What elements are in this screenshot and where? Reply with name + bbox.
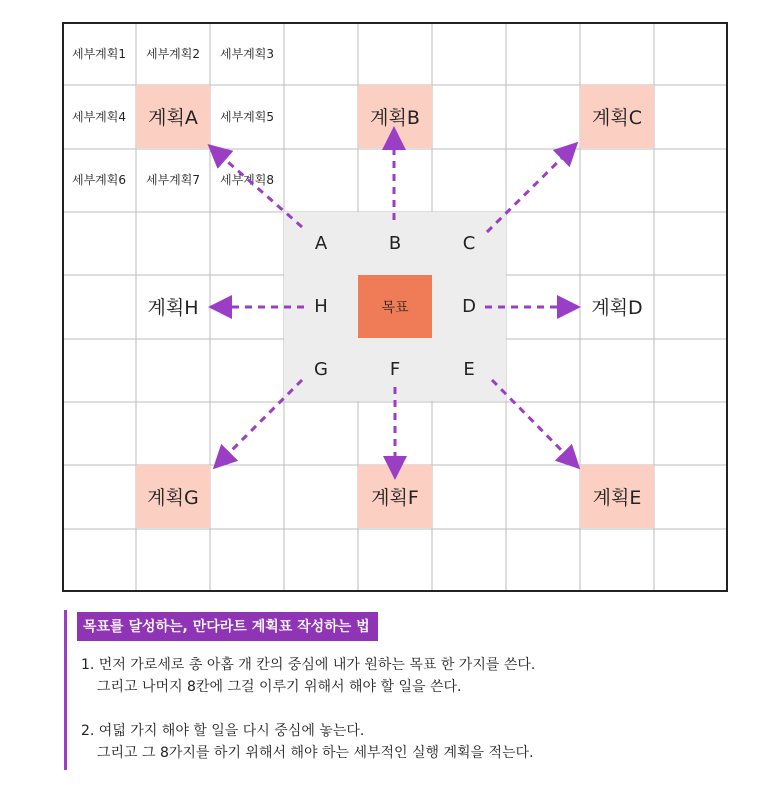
arrows-layer (62, 22, 728, 592)
step-1-line-2: 그리고 나머지 8칸에 그걸 이루기 위해서 해야 할 일을 쓴다. (97, 679, 462, 695)
sub-plan-5: 세부계획5 (219, 110, 274, 124)
goal-cell: 목표 (358, 275, 432, 338)
arrow-a-to-plan-a (212, 148, 302, 227)
plan-e-cell: 계획E (580, 465, 654, 528)
sub-plan-7: 세부계획7 (145, 173, 200, 187)
center-a-cell: A (284, 212, 358, 275)
center-h-cell: H (284, 275, 358, 338)
step-1 (81, 654, 535, 698)
plan-g-cell: 계획G (136, 465, 210, 528)
center-d-cell: D (432, 275, 506, 338)
center-g-cell: G (284, 338, 358, 401)
arrow-g-to-plan-g (217, 380, 302, 465)
plan-h-cell: 계획H (147, 297, 199, 319)
center-b-cell: B (358, 212, 432, 275)
sub-plan-4: 세부계획4 (71, 110, 126, 124)
step-2-line-1: 2. 여덟 가지 해야 할 일을 다시 중심에 놓는다. (81, 723, 365, 739)
plan-d-cell: 계획D (591, 297, 643, 319)
center-e-cell: E (432, 338, 506, 401)
plan-f-cell: 계획F (358, 465, 432, 528)
instructions-panel (64, 610, 727, 770)
step-2 (81, 720, 534, 764)
mandalart-grid (62, 22, 728, 592)
sub-plan-6: 세부계획6 (71, 173, 126, 187)
step-1-line-1: 1. 먼저 가로세로 총 아홉 개 칸의 중심에 내가 원하는 목표 한 가지를 쓴다. (81, 657, 536, 673)
center-f-cell: F (358, 338, 432, 401)
step-2-line-2: 그리고 그 8가지를 하기 위해서 해야 하는 세부적인 실행 계획을 적는다. (97, 745, 534, 761)
plan-a-cell: 계획A (136, 85, 210, 148)
plan-c-cell: 계획C (580, 85, 654, 148)
sub-plan-1: 세부계획1 (71, 47, 126, 61)
sub-plan-8: 세부계획8 (219, 173, 274, 187)
plan-b-cell: 계획B (358, 85, 432, 148)
center-c-cell: C (432, 212, 506, 275)
sub-plan-2: 세부계획2 (145, 47, 200, 61)
sub-plan-3: 세부계획3 (219, 47, 274, 61)
arrow-e-to-plan-e (492, 380, 576, 465)
arrow-c-to-plan-c (487, 146, 574, 232)
instructions-title: 목표를 달성하는, 만다라트 계획표 작성하는 법 (77, 612, 378, 641)
